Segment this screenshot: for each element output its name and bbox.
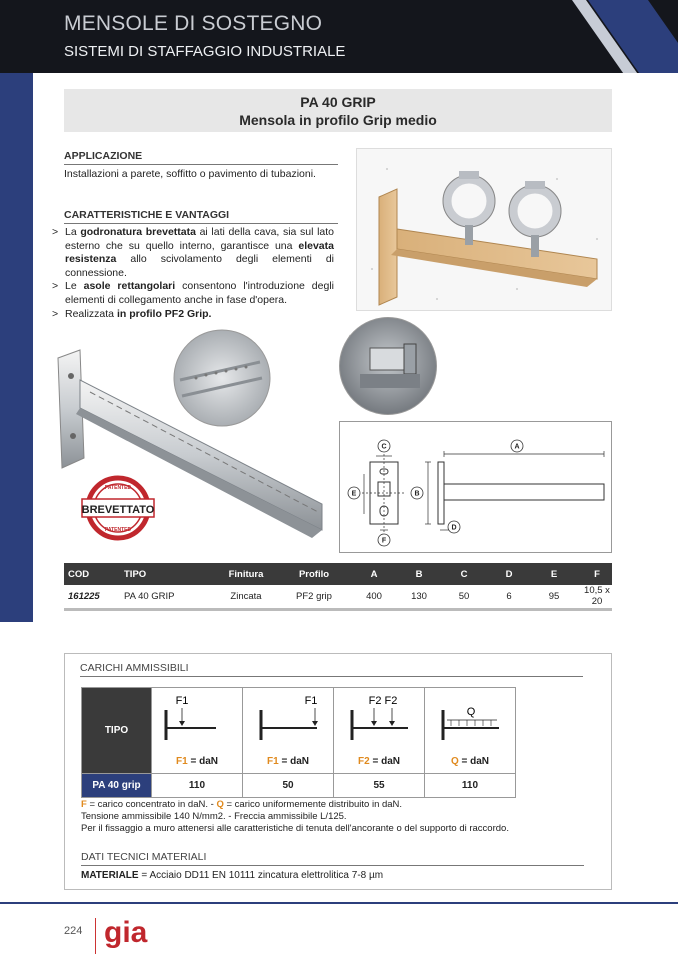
page-header: [0, 0, 678, 73]
cell-a: 400: [346, 585, 402, 609]
col-e: E: [526, 563, 582, 585]
bullet: >: [52, 226, 59, 238]
carichi-value-2: 50: [243, 773, 334, 797]
product-title-box: [64, 89, 612, 132]
caratteristiche-heading: CARATTERISTICHE E VANTAGGI: [64, 209, 338, 224]
materiale-text: MATERIALE = Acciaio DD11 EN 10111 zincatura elettrolitica 7-8 µm: [81, 870, 384, 881]
product-table: [64, 563, 612, 611]
col-f: F: [582, 563, 612, 585]
carichi-row-label: PA 40 grip: [82, 773, 152, 797]
diagram-label-f2: F2 F2: [368, 695, 398, 707]
badge-top-text: PATENTED: [104, 485, 132, 491]
diagram-label-q: Q: [466, 706, 476, 718]
footer-divider: [95, 918, 96, 954]
diagram-cell-2: [243, 688, 334, 752]
dati-heading: DATI TECNICI MATERIALI: [81, 851, 584, 866]
cell-b: 130: [402, 585, 436, 609]
carichi-tipo-label: TIPO: [82, 688, 152, 774]
unit-cell-2: F1 = daN: [243, 751, 334, 773]
col-tipo: TIPO: [120, 563, 210, 585]
feature-item: > Realizzata in profilo PF2 Grip.: [52, 307, 212, 320]
note-fixing: Per il fissaggio a muro attenersi alle caratteristiche di tenuta dell'ancorante o del supporto di raccordo.: [81, 823, 509, 835]
installation-image: [356, 148, 612, 311]
col-finitura: Finitura: [210, 563, 282, 585]
col-d: D: [492, 563, 526, 585]
unit-cell-4: Q = daN: [425, 751, 516, 773]
cell-c: 50: [436, 585, 492, 609]
carichi-heading: CARICHI AMMISSIBILI: [80, 662, 583, 677]
col-a: A: [346, 563, 402, 585]
side-color-bar: [0, 0, 33, 622]
note-tension: Tensione ammissibile 140 N/mm2. - Freccia ammissibile L/125.: [81, 811, 347, 823]
footer-line: [0, 902, 678, 904]
table-header-row: [64, 563, 612, 585]
bullet: >: [52, 307, 59, 320]
header-subtitle: SISTEMI DI STAFFAGGIO INDUSTRIALE: [64, 43, 346, 60]
diagram-label-f1-end: F1: [304, 695, 318, 707]
dim-label-b: B: [414, 490, 420, 498]
carichi-value-3: 55: [334, 773, 425, 797]
gia-logo: [104, 912, 156, 957]
feature-item: > Le asole rettangolari consentono l'introduzione degli elementi di collegamento anche in fase d'opera.: [52, 280, 334, 306]
page-number: 224: [64, 925, 83, 937]
bullet: >: [52, 280, 59, 293]
diagram-cell-1: [152, 688, 243, 752]
cell-d: 6: [492, 585, 526, 609]
table-row: [64, 585, 612, 609]
cell-finitura: Zincata: [210, 585, 282, 609]
dim-label-d: D: [451, 524, 457, 532]
col-c: C: [436, 563, 492, 585]
unit-cell-3: F2 = daN: [334, 751, 425, 773]
col-profilo: Profilo: [282, 563, 346, 585]
note-legend: F = carico concentrato in daN. - Q = carico uniformemente distribuito in daN.: [81, 799, 403, 810]
product-name: PA 40 GRIP: [300, 94, 376, 110]
cell-f: 10,5 x 20: [582, 585, 612, 609]
applicazione-heading: APPLICAZIONE: [64, 150, 338, 165]
technical-drawing: [339, 421, 612, 553]
dim-label-c: C: [381, 443, 387, 451]
cell-profilo: PF2 grip: [282, 585, 346, 609]
carichi-value-1: 110: [152, 773, 243, 797]
carichi-box: [64, 653, 612, 890]
cell-cod: 161225: [64, 585, 120, 609]
carichi-table: [81, 687, 516, 798]
diagram-cell-3: [334, 688, 425, 752]
cell-tipo: PA 40 GRIP: [120, 585, 210, 609]
col-b: B: [402, 563, 436, 585]
carichi-value-4: 110: [425, 773, 516, 797]
applicazione-text: Installazioni a parete, soffitto o pavimento di tubazioni.: [64, 168, 316, 180]
carichi-notes: [81, 799, 509, 836]
unit-cell-1: F1 = daN: [152, 751, 243, 773]
diagram-cell-4: [425, 688, 516, 752]
diagram-label-f1: F1: [175, 695, 189, 707]
header-title: MENSOLE DI SOSTEGNO: [64, 12, 323, 35]
closeup-image: [339, 317, 437, 415]
svg-text:gia: gia: [104, 916, 148, 949]
features-list: [52, 226, 334, 321]
badge-main-text: BREVETTATO: [81, 504, 155, 516]
feature-item: > La godronatura brevettata ai lati della cava, sia sul lato esterno che su quello interno, garantisce una elevata resistenza allo scivolamento degli elementi di connessione.: [52, 226, 334, 279]
product-description: Mensola in profilo Grip medio: [239, 112, 437, 128]
dim-label-e: E: [351, 490, 357, 498]
cell-e: 95: [526, 585, 582, 609]
col-cod: COD: [64, 563, 120, 585]
dim-label-f: F: [381, 537, 387, 545]
dim-label-a: A: [514, 443, 520, 451]
badge-bottom-text: PATENTED: [104, 527, 132, 533]
product-photo: [50, 318, 350, 558]
